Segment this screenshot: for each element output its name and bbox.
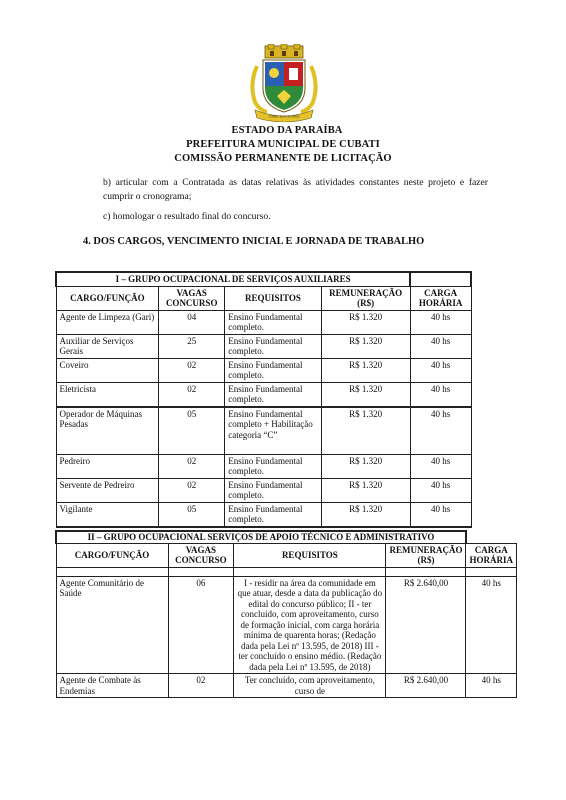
paragraph-b: b) articular com a Contratada as datas relativas às atividades constantes neste projeto e fazer cumprir o cronograma; xyxy=(103,177,488,202)
cell-remuneracao: R$ 1.320 xyxy=(321,310,410,334)
header-vagas: VAGAS CONCURSO xyxy=(159,286,225,310)
table-apoio-tecnico-administrativo xyxy=(55,530,517,698)
cell-remuneracao: R$ 1.320 xyxy=(321,334,410,358)
table-row xyxy=(56,310,471,334)
table-row xyxy=(56,454,471,478)
table-row xyxy=(56,502,471,527)
cell-vagas: 05 xyxy=(159,407,225,455)
header-requisitos: REQUISITOS xyxy=(234,543,386,567)
cell-requisitos: I - residir na área da comunidade em que atuar, desde a data da publicação do edital do concurso público; II - ter concluído, com aproveitamento, curso de formação inicial, com carga horária mínima de quarenta horas; (Redação dada pela Lei nº 13.595, de 2018) III - ter concluído o ensino médio. (Redação dada pela Lei nº 13.595, de 2018) xyxy=(234,576,386,674)
cell-remuneracao: R$ 1.320 xyxy=(321,358,410,382)
cell-remuneracao: R$ 1.320 xyxy=(321,478,410,502)
cell-remuneracao: R$ 1.320 xyxy=(321,382,410,407)
cell-vagas: 02 xyxy=(168,674,234,698)
crest-ribbon-text: Cubati, terra de todos xyxy=(268,114,300,119)
paragraph-c: c) homologar o resultado final do concurso. xyxy=(103,211,271,222)
cell-carga: 40 hs xyxy=(410,454,471,478)
cell-cargo: Vigilante xyxy=(56,502,159,527)
cell-cargo: Agente de Limpeza (Gari) xyxy=(56,310,159,334)
header-carga: CARGA HORÁRIA xyxy=(466,543,517,567)
group-title: I – GRUPO OCUPACIONAL DE SERVIÇOS AUXILIARES xyxy=(56,272,410,286)
cell-vagas: 02 xyxy=(159,358,225,382)
table-servicos-auxiliares xyxy=(55,271,472,528)
cell-requisitos: Ensino Fundamental completo. xyxy=(225,334,321,358)
header-state: ESTADO DA PARAÍBA xyxy=(231,125,343,136)
cell-requisitos: Ensino Fundamental completo. xyxy=(225,358,321,382)
coat-of-arms-icon xyxy=(247,44,321,122)
cell-carga: 40 hs xyxy=(466,576,517,674)
table-row xyxy=(56,358,471,382)
cell-vagas: 02 xyxy=(159,478,225,502)
table-row xyxy=(56,382,471,407)
cell-remuneracao: R$ 2.640,00 xyxy=(386,674,466,698)
header-cargo: CARGO/FUNÇÃO xyxy=(56,543,168,567)
cell-cargo: Operador de Máquinas Pesadas xyxy=(56,407,159,455)
cell-requisitos: Ensino Fundamental completo. xyxy=(225,502,321,527)
table-row xyxy=(56,334,471,358)
cell-carga: 40 hs xyxy=(410,358,471,382)
header-carga: CARGA HORÁRIA xyxy=(410,286,471,310)
cell-requisitos: Ensino Fundamental completo. xyxy=(225,310,321,334)
cell-cargo: Coveiro xyxy=(56,358,159,382)
cell-vagas: 06 xyxy=(168,576,234,674)
cell-carga: 40 hs xyxy=(410,478,471,502)
cell-cargo: Agente Comunitário de Saúde xyxy=(56,576,168,674)
document-header xyxy=(0,124,566,166)
header-prefeitura: PREFEITURA MUNICIPAL DE CUBATI xyxy=(186,139,380,150)
cell-carga: 40 hs xyxy=(466,674,517,698)
cell-carga: 40 hs xyxy=(410,407,471,455)
header-commission: COMISSÃO PERMANENTE DE LICITAÇÃO xyxy=(174,153,392,164)
table-row xyxy=(56,576,517,674)
cell-cargo: Eletricista xyxy=(56,382,159,407)
header-remuneracao: REMUNERAÇÃO (R$) xyxy=(386,543,466,567)
cell-remuneracao: R$ 2.640,00 xyxy=(386,576,466,674)
cell-carga: 40 hs xyxy=(410,310,471,334)
cell-cargo: Agente de Combate às Endemias xyxy=(56,674,168,698)
header-requisitos: REQUISITOS xyxy=(225,286,321,310)
cell-requisitos: Ensino Fundamental completo. xyxy=(225,454,321,478)
cell-vagas: 02 xyxy=(159,382,225,407)
cell-remuneracao: R$ 1.320 xyxy=(321,454,410,478)
cell-requisitos: Ter concluído, com aproveitamento, curso de xyxy=(234,674,386,698)
cell-carga: 40 hs xyxy=(410,334,471,358)
cell-vagas: 02 xyxy=(159,454,225,478)
cell-vagas: 04 xyxy=(159,310,225,334)
table-row xyxy=(56,407,471,455)
table-row xyxy=(56,674,517,698)
cell-remuneracao: R$ 1.320 xyxy=(321,502,410,527)
cell-cargo: Servente de Pedreiro xyxy=(56,478,159,502)
cell-requisitos: Ensino Fundamental completo + Habilitação categoria “C” xyxy=(225,407,321,455)
cell-carga: 40 hs xyxy=(410,502,471,527)
group-title: II – GRUPO OCUPACIONAL SERVIÇOS DE APOIO TÉCNICO E ADMINISTRATIVO xyxy=(56,531,466,543)
cell-requisitos: Ensino Fundamental completo. xyxy=(225,382,321,407)
header-remuneracao: REMUNERAÇÃO (R$) xyxy=(321,286,410,310)
cell-cargo: Auxiliar de Serviços Gerais xyxy=(56,334,159,358)
cell-remuneracao: R$ 1.320 xyxy=(321,407,410,455)
cell-carga: 40 hs xyxy=(410,382,471,407)
cell-vagas: 05 xyxy=(159,502,225,527)
header-vagas: VAGAS CONCURSO xyxy=(168,543,234,567)
cell-vagas: 25 xyxy=(159,334,225,358)
header-cargo: CARGO/FUNÇÃO xyxy=(56,286,159,310)
cell-cargo: Pedreiro xyxy=(56,454,159,478)
table-row xyxy=(56,478,471,502)
section-title: 4. DOS CARGOS, VENCIMENTO INICIAL E JORNADA DE TRABALHO xyxy=(83,236,425,247)
cell-requisitos: Ensino Fundamental completo. xyxy=(225,478,321,502)
